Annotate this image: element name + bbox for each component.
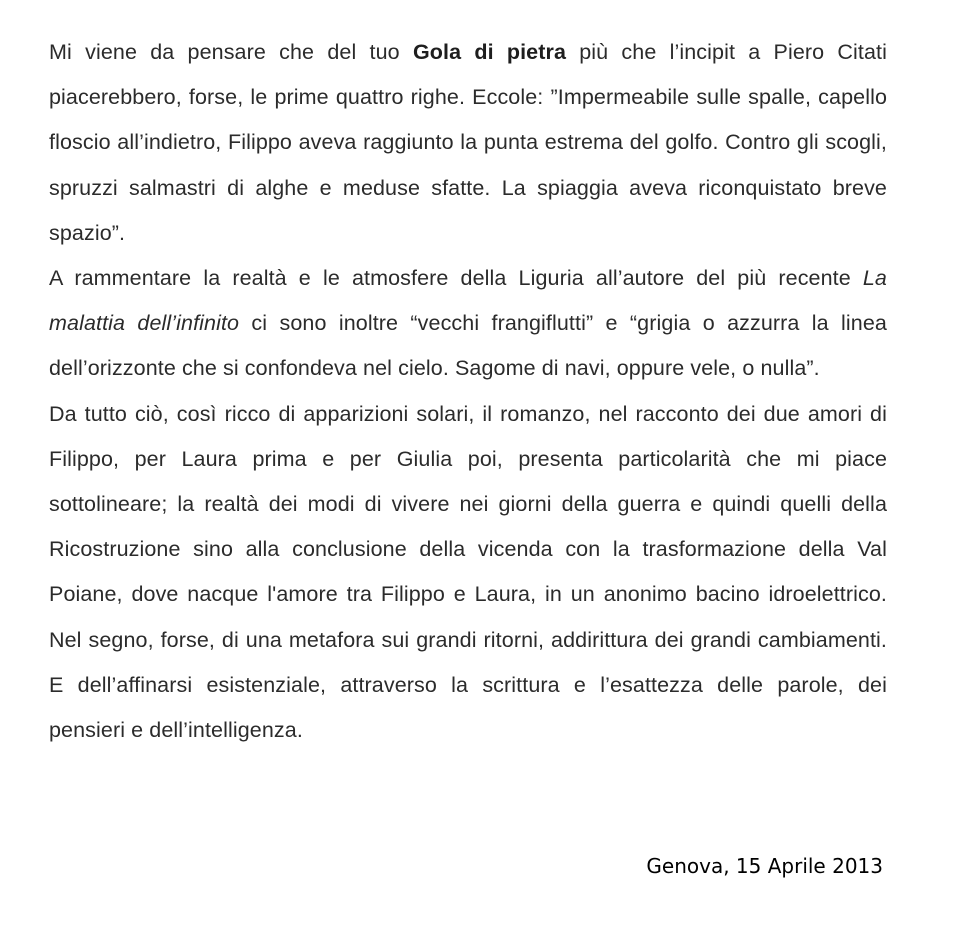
paragraph-2-body: ci sono inoltre “vecchi frangiflutti” e “grigia o azzurra la linea dell’orizzonte che si confondeva nel cielo. Sagome di navi, oppure vele, o nulla”. [49,311,887,381]
paragraph-2 [49,256,887,392]
paragraph-3: Da tutto ciò, così ricco di apparizioni solari, il romanzo, nel racconto dei due amori di Filippo, per Laura prima e per Giulia poi, presenta particolarità che mi piace sottolineare; la realtà dei modi di vivere nei giorni della guerra e quindi quelli della Ricostruzione sino alla conclusione della vicenda con la trasformazione della Val Poiane, dove nacque l'amore tra Filippo e Laura, in un anonimo bacino idroelettrico. Nel segno, forse, di una metafora sui grandi ritorni, addirittura dei grandi cambiamenti. E dell’affinarsi esistenziale, attraverso la scrittura e l’esattezza delle parole, dei pensieri e dell’intelligenza. [49,401,887,743]
book-title-la-malattia-dell-infinito: La malattia dell’infinito [49,266,887,336]
book-title-gola-di-pietra: Gola di pietra [412,40,567,64]
place-date-signature: Genova, 15 Aprile 2013 [646,854,883,878]
paragraph-1-intro: Mi viene da pensare che del tuo [49,40,413,64]
paragraph-1-body: più che l’incipit a Piero Citati piacerebbero, forse, le prime quattro righe. Eccole: ”Impermeabile sulle spalle, capello floscio all’indietro, Filippo aveva raggiunto la punta estrema del golfo. Contro gli scogli, spruzzi salmastri di alghe e meduse sfatte. La spiaggia aveva riconquistato breve spazio”. [49,40,888,245]
paragraph-2-intro: A rammentare la realtà e le atmosfere della Liguria all’autore del più recente [49,266,863,291]
paragraph-1 [49,30,887,256]
document-body [49,30,887,753]
